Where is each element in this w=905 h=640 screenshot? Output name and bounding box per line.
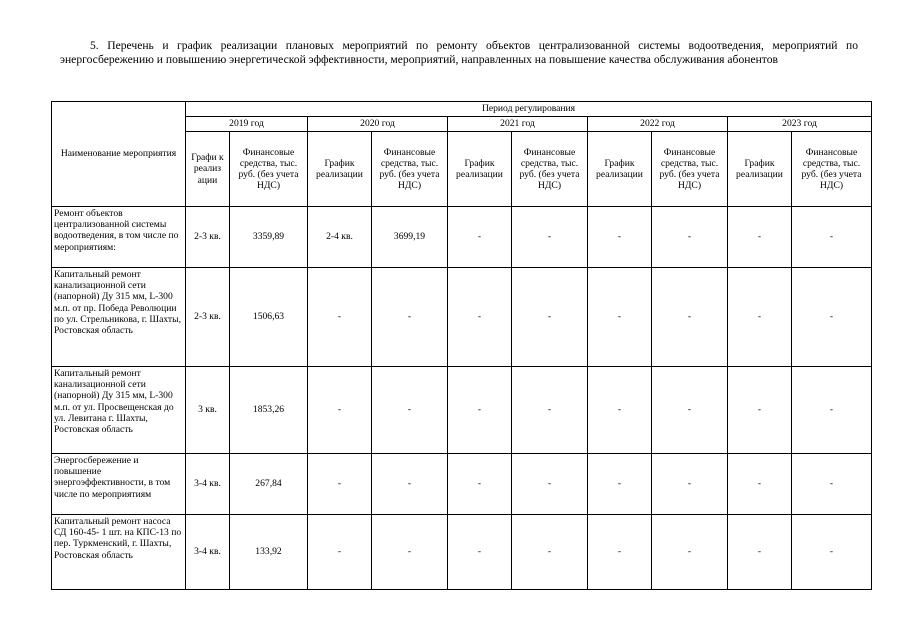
schedule-subheader: График реализации — [448, 132, 512, 207]
table-cell: - — [308, 515, 372, 590]
schedule-subheader: График реализации — [728, 132, 792, 207]
funds-subheader: Финансовые средства, тыс. руб. (без учета НДС) — [652, 132, 728, 207]
schedule-subheader: Графи к реализ ации — [186, 132, 230, 207]
funds-subheader: Финансовые средства, тыс. руб. (без учета НДС) — [230, 132, 308, 207]
schedule-subheader: График реализации — [308, 132, 372, 207]
table-row — [52, 268, 872, 367]
table-cell: 2-4 кв. — [308, 207, 372, 268]
table-cell: - — [728, 207, 792, 268]
table-cell: 267,84 — [230, 454, 308, 515]
table-cell: - — [372, 268, 448, 367]
table-cell: - — [448, 454, 512, 515]
measure-name: Энергосбережение и повышение энергоэффективности, в том числе по мероприятиям — [52, 454, 186, 515]
table-cell: - — [448, 268, 512, 367]
table-cell: 1506,63 — [230, 268, 308, 367]
table-row — [52, 207, 872, 268]
funds-subheader: Финансовые средства, тыс. руб. (без учета НДС) — [372, 132, 448, 207]
table-cell: - — [652, 268, 728, 367]
table-cell: - — [372, 515, 448, 590]
table-cell: - — [652, 367, 728, 454]
table-cell: - — [308, 367, 372, 454]
section-heading — [60, 39, 858, 67]
table-row — [52, 454, 872, 515]
measure-name: Капитальный ремонт канализационной сети (напорной) Ду 315 мм, L-300 м.п. от пр. Победа Революции по ул. Стрельникова, г. Шахты, Ростовская область — [52, 268, 186, 367]
table-cell: 3 кв. — [186, 367, 230, 454]
table-cell: - — [792, 367, 872, 454]
year-header: 2022 год — [588, 117, 728, 132]
table-cell: - — [512, 454, 588, 515]
table-cell: - — [372, 454, 448, 515]
table-cell: - — [728, 515, 792, 590]
table-cell: 2-3 кв. — [186, 207, 230, 268]
table-row — [52, 515, 872, 590]
table-cell: - — [448, 515, 512, 590]
table-row — [52, 367, 872, 454]
table-cell: - — [588, 207, 652, 268]
year-header: 2020 год — [308, 117, 448, 132]
table-cell: 1853,26 — [230, 367, 308, 454]
table-cell: - — [588, 367, 652, 454]
funds-subheader: Финансовые средства, тыс. руб. (без учета НДС) — [512, 132, 588, 207]
table-cell: - — [308, 454, 372, 515]
table-cell: 2-3 кв. — [186, 268, 230, 367]
table-cell: 3-4 кв. — [186, 515, 230, 590]
table-cell: - — [512, 367, 588, 454]
table-cell: - — [792, 207, 872, 268]
table-cell: 133,92 — [230, 515, 308, 590]
table-cell: - — [728, 367, 792, 454]
table-cell: - — [448, 207, 512, 268]
table-cell: 3359,89 — [230, 207, 308, 268]
table-cell: - — [308, 268, 372, 367]
measure-name: Капитальный ремонт канализационной сети (напорной) Ду 315 мм, L-300 м.п. от ул. Просвещенская до ул. Левитана г. Шахты, Ростовская область — [52, 367, 186, 454]
table-cell: - — [792, 268, 872, 367]
table-cell: - — [512, 515, 588, 590]
measures-schedule-table — [51, 101, 872, 590]
table-cell: 3699,19 — [372, 207, 448, 268]
year-header: 2023 год — [728, 117, 872, 132]
table-cell: - — [588, 268, 652, 367]
table-cell: - — [448, 367, 512, 454]
year-header: 2021 год — [448, 117, 588, 132]
table-cell: - — [792, 454, 872, 515]
table-cell: - — [728, 268, 792, 367]
period-header: Период регулирования — [186, 102, 872, 117]
measure-name: Ремонт объектов централизованной системы водоотведения, в том числе по мероприятиям: — [52, 207, 186, 268]
table-cell: - — [512, 268, 588, 367]
table-cell: - — [588, 515, 652, 590]
measure-name: Капитальный ремонт насоса СД 160-45- 1 шт. на КПС-13 по пер. Туркменский, г. Шахты, Ростовская область — [52, 515, 186, 590]
table-cell: - — [372, 367, 448, 454]
table-cell: - — [792, 515, 872, 590]
table-cell: - — [652, 454, 728, 515]
table-cell: - — [512, 207, 588, 268]
year-header: 2019 год — [186, 117, 308, 132]
table-cell: - — [652, 207, 728, 268]
table-cell: 3-4 кв. — [186, 454, 230, 515]
schedule-subheader: График реализации — [588, 132, 652, 207]
section-heading-text: 5. Перечень и график реализации плановых мероприятий по ремонту объектов централизованной системы водоотведения, мероприятий по энергосбережению и повышению энергетической эффективности, мероприятий, направленных на повышение качества обслуживания абонентов — [60, 39, 858, 66]
table-cell: - — [588, 454, 652, 515]
name-column-header: Наименование мероприятия — [52, 102, 186, 207]
table-cell: - — [728, 454, 792, 515]
funds-subheader: Финансовые средства, тыс. руб. (без учета НДС) — [792, 132, 872, 207]
table-cell: - — [652, 515, 728, 590]
